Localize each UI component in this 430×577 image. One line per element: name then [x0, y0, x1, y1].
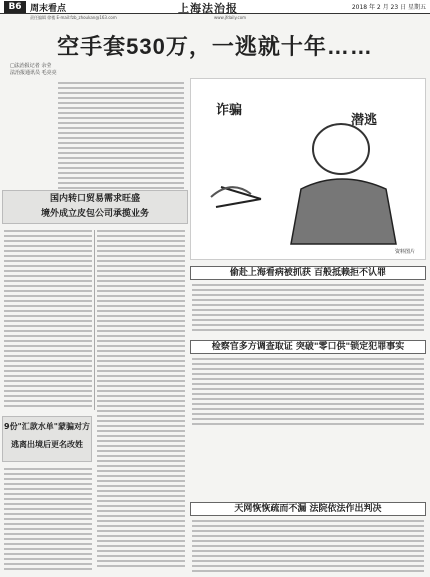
- subhead-box-1: [2, 190, 188, 224]
- byline-correspondent: 法治报通讯员 毛亮亮: [10, 70, 57, 76]
- lead-text: [58, 82, 184, 192]
- subhead-2-line-1: 9份"汇款水单"蒙骗对方: [4, 422, 90, 431]
- body-section-2: [192, 284, 424, 336]
- subhead-bar-1: 偷赴上海看病被抓获 百般抵赖拒不认罪: [190, 266, 426, 280]
- subhead-bar-3: 天网恢恢疏而不漏 法院依法作出判决: [190, 502, 426, 516]
- masthead: 上海法治报: [178, 2, 238, 15]
- page-header: [0, 0, 430, 14]
- editor-line: 责任编辑 徐楼 E-mail:fzb_zhoukan@163.com: [30, 15, 117, 20]
- section-title: 周末看点: [30, 4, 67, 14]
- image-credit: 资料图片: [394, 249, 415, 255]
- subhead-2-line-2: 逃离出境后更名改姓: [11, 440, 83, 449]
- page-number: B6: [4, 1, 26, 13]
- subhead-1-line-1: 国内转口贸易需求旺盛: [49, 194, 140, 204]
- body-section-3: [192, 358, 424, 430]
- illustration: [190, 78, 426, 260]
- byline: [10, 63, 57, 77]
- body-col-2: [97, 230, 185, 570]
- body-section-4: [192, 520, 424, 575]
- body-col-1: [4, 230, 92, 410]
- body-col-1-lower: [4, 468, 92, 574]
- issue-date: 2018 年 2 月 23 日 星期五: [351, 4, 426, 11]
- byline-reporter: □法治报记者 余莹: [10, 63, 52, 69]
- column-divider: [94, 230, 95, 410]
- subhead-1-line-2: 境外成立皮包公司承揽业务: [40, 209, 149, 219]
- website: www.jfdaily.com: [214, 15, 247, 20]
- subhead-box-2: [2, 416, 92, 462]
- label-flee: 潜逃: [351, 113, 378, 128]
- headline: 空手套530万，一逃就十年……: [57, 34, 373, 59]
- subhead-bar-2: 检察官多方调查取证 突破"零口供"锁定犯罪事实: [190, 340, 426, 354]
- label-fraud: 诈骗: [216, 103, 243, 118]
